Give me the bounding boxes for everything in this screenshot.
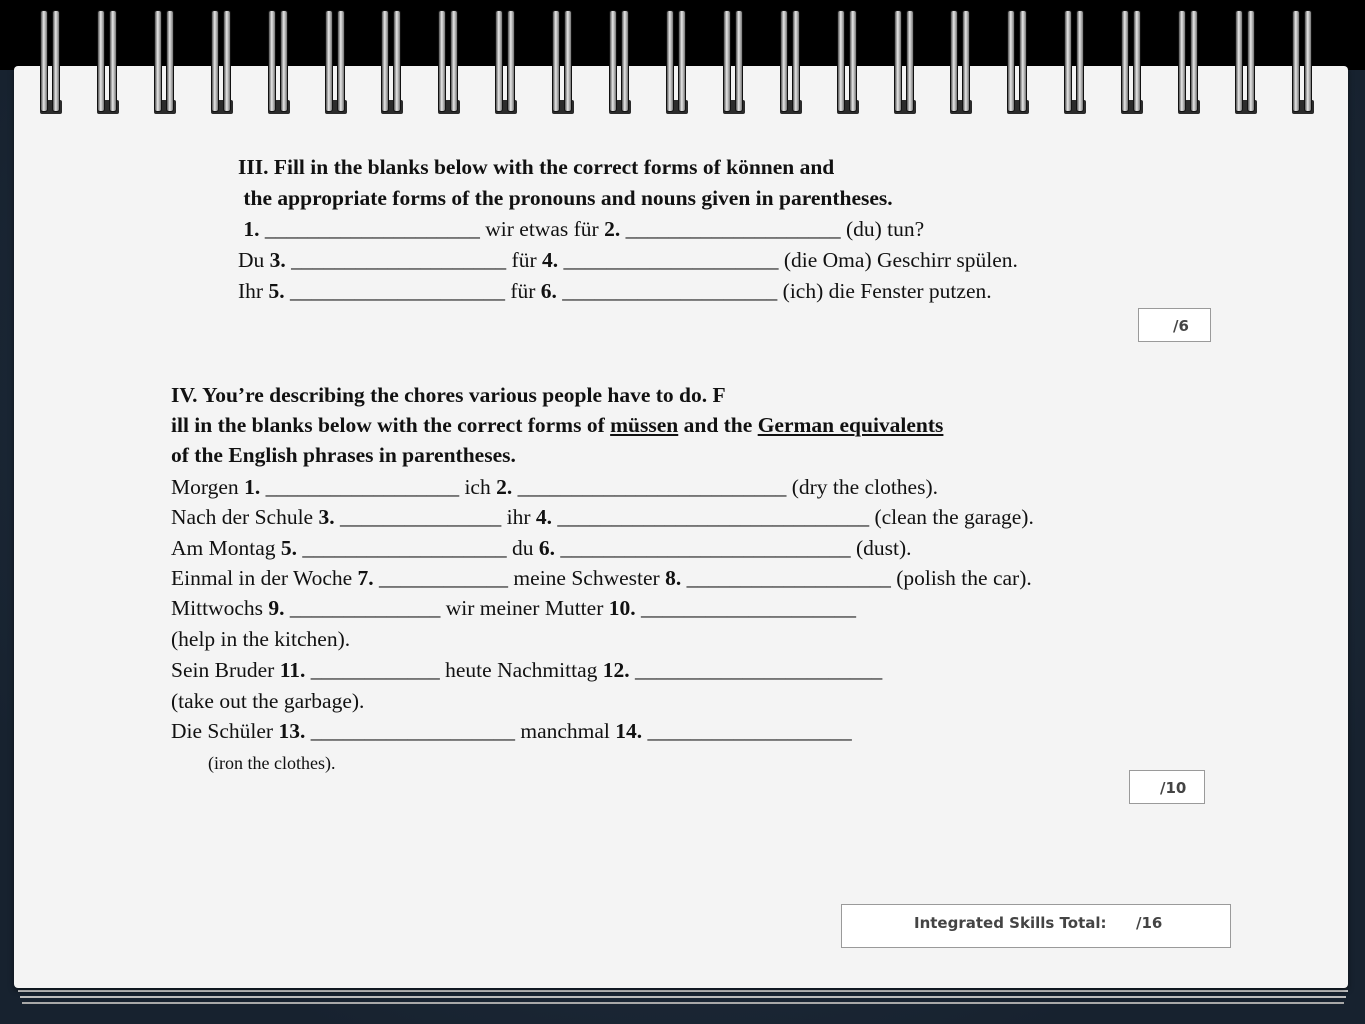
section-4-title-line-1: IV. You’re describing the chores various people have to do. F <box>171 383 726 407</box>
exercise-row: Morgen 1. __________________ ich 2. _________________________ (dry the clothes). <box>171 475 938 499</box>
exercise-row: Du 3. ____________________ für 4. ____________________ (die Oma) Geschirr spülen. <box>238 248 1018 272</box>
section-4-title-line-2: ill in the blanks below with the correct forms of müssen and the German equivalents <box>171 413 944 437</box>
exercise-row: 1. ____________________ wir etwas für 2. ____________________ (du) tun? <box>243 217 925 241</box>
total-label: Integrated Skills Total: <box>914 914 1107 932</box>
section-4-score: /10 <box>1160 779 1187 797</box>
exercise-row: Am Montag 5. ___________________ du 6. ___________________________ (dust). <box>171 536 912 560</box>
exercise-row: Mittwochs 9. ______________ wir meiner Mutter 10. ____________________ <box>171 596 856 620</box>
section-3-title-line-2: the appropriate forms of the pronouns and nouns given in parentheses. <box>238 186 893 210</box>
exercise-row-continuation: (help in the kitchen). <box>171 627 351 651</box>
total-score: /16 <box>1136 914 1163 932</box>
section-3-score: /6 <box>1173 317 1189 335</box>
exercise-row: Nach der Schule 3. _______________ ihr 4. _____________________________ (clean the garage). <box>171 505 1034 529</box>
section-3-title-line-1: III. Fill in the blanks below with the correct forms of können and <box>238 155 835 179</box>
section-4-title-line-3: of the English phrases in parentheses. <box>171 443 516 467</box>
exercise-row-continuation: (take out the garbage). <box>171 689 365 713</box>
section-3-score-box <box>1138 308 1211 342</box>
exercise-row-continuation: (iron the clothes). <box>208 753 336 773</box>
exercise-row: Ihr 5. ____________________ für 6. ____________________ (ich) die Fenster putzen. <box>238 279 992 303</box>
exercise-row: Einmal in der Woche 7. ____________ meine Schwester 8. ___________________ (polish the car). <box>171 566 1032 590</box>
exercise-row: Sein Bruder 11. ____________ heute Nachmittag 12. _______________________ <box>171 658 883 682</box>
section-4-score-box <box>1129 770 1205 804</box>
total-score-box <box>841 904 1231 948</box>
exercise-row: Die Schüler 13. ___________________ manchmal 14. ___________________ <box>171 719 852 743</box>
